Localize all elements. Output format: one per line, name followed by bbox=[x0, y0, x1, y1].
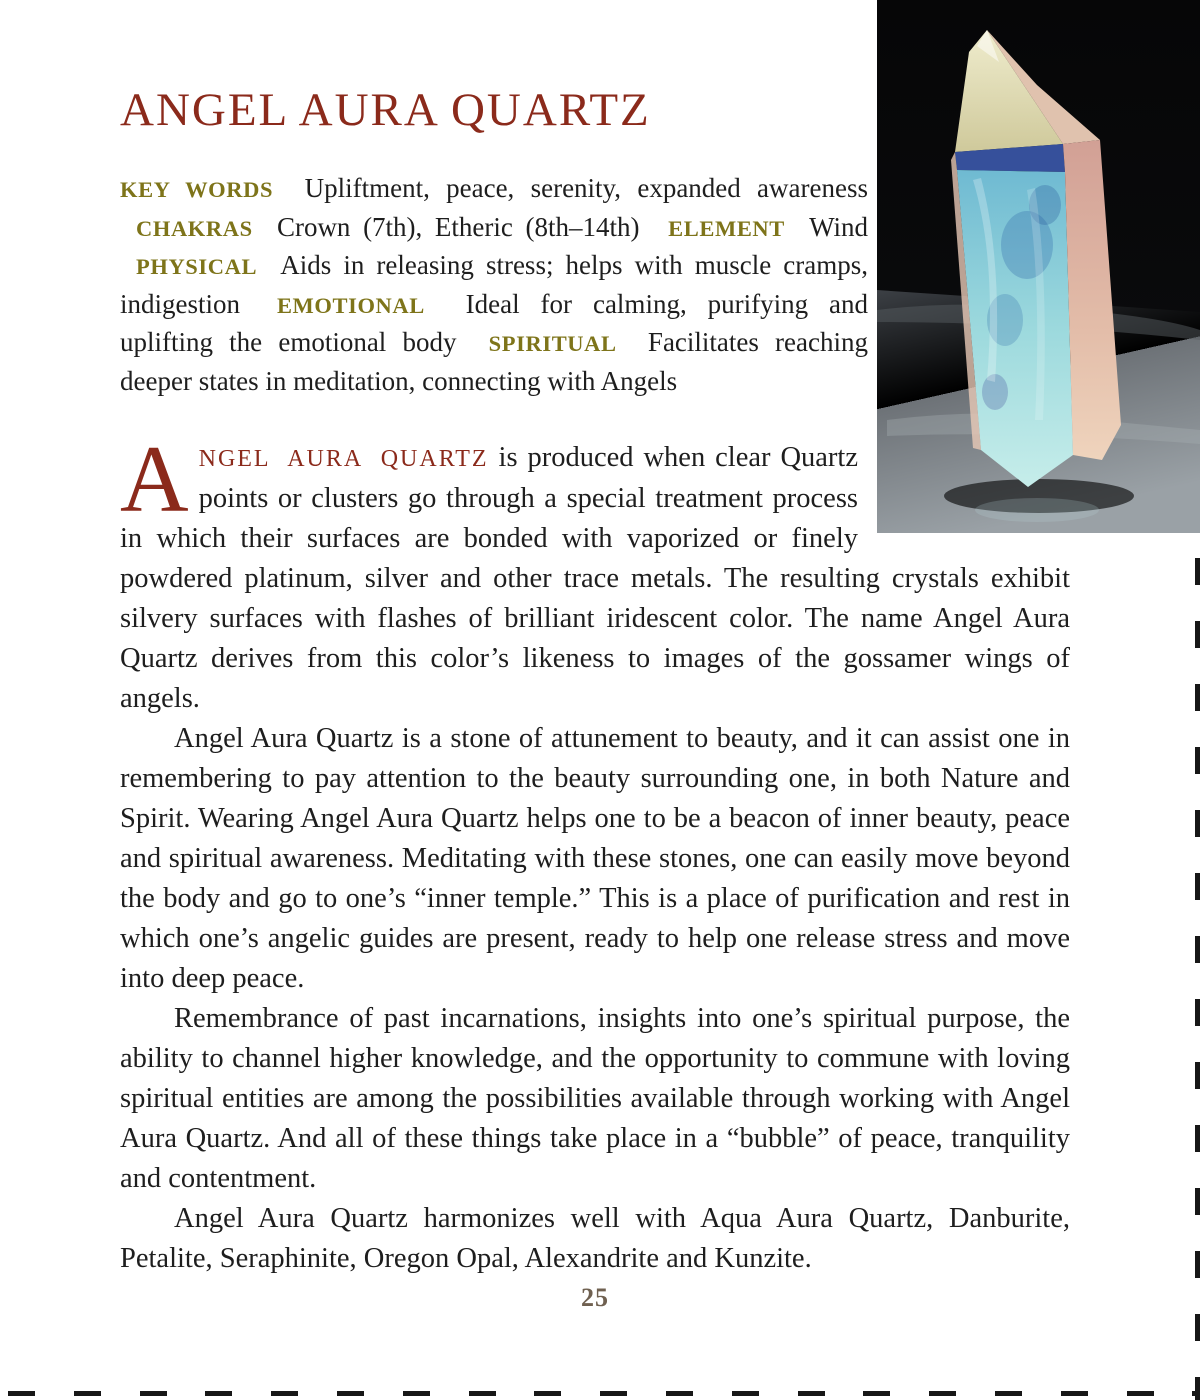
property-text: Wind bbox=[809, 211, 869, 242]
page-edge-dash bbox=[732, 1391, 759, 1396]
property-text: Facilitates reaching deeper states in meditation, connecting with Angels bbox=[120, 327, 869, 396]
page-edge-dash bbox=[1192, 1391, 1200, 1396]
property-label: EMOTIONAL bbox=[276, 292, 425, 318]
properties-block bbox=[120, 170, 868, 400]
page-edge-tick bbox=[1195, 936, 1200, 963]
page-edge-tick bbox=[1195, 747, 1200, 774]
property-segment bbox=[120, 173, 868, 203]
page-edge-dash bbox=[8, 1391, 35, 1396]
page-number: 25 bbox=[581, 1283, 609, 1312]
property-text: Ideal for calming, purifying and uplifting the emotional body bbox=[120, 288, 869, 357]
page-edge-dash bbox=[798, 1391, 825, 1396]
article-body bbox=[120, 426, 1070, 1279]
page-edge-tick bbox=[1195, 621, 1200, 648]
page-edge-tick bbox=[1195, 1377, 1200, 1400]
property-label: PHYSICAL bbox=[136, 254, 258, 279]
page-title: ANGEL AURA QUARTZ bbox=[120, 84, 651, 136]
page-edge-dash bbox=[469, 1391, 496, 1396]
paragraph: ANGEL AURA QUARTZ is produced when clear Quartz points or clusters go through a special treatment process in which their surfaces are bonded with vaporized or finely powdered platinum, silver and other trace metals. The resulting crystals exhibit silvery surfaces with flashes of brilliant iridescent color. The name Angel Aura Quartz derives from this color’s likeness to images of the gossamer wings of angels. bbox=[120, 426, 1070, 714]
page-edge-tick bbox=[1195, 1314, 1200, 1341]
page-edge-dash bbox=[337, 1391, 364, 1396]
page-edge-tick bbox=[1195, 1125, 1200, 1152]
page-edge-dash bbox=[1061, 1391, 1088, 1396]
page-edge-dash bbox=[140, 1391, 167, 1396]
photo-wrap-spacer bbox=[858, 438, 1070, 526]
page-edge-dash bbox=[929, 1391, 956, 1396]
page-edge-dash bbox=[271, 1391, 298, 1396]
page-edge-dash bbox=[666, 1391, 693, 1396]
page-edge-tick bbox=[1195, 684, 1200, 711]
property-label: KEY WORDS bbox=[120, 177, 274, 202]
drop-cap: A bbox=[120, 426, 189, 532]
page-edge-dash bbox=[74, 1391, 101, 1396]
page-edge-tick bbox=[1195, 873, 1200, 900]
page-edge-tick bbox=[1195, 1062, 1200, 1089]
lead-smallcaps: NGEL AURA QUARTZ bbox=[198, 446, 489, 472]
page-edge-dash bbox=[534, 1391, 561, 1396]
paragraph: Angel Aura Quartz is a stone of attunement to beauty, and it can assist one in remembering to pay attention to the beauty surrounding one, in both Nature and Spirit. Wearing Angel Aura Quartz helps one to be a beacon of inner beauty, peace and spiritual awareness. Meditating with these stones, one can easily move beyond the body and go to one’s “inner temple.” This is a place of purification and rest in which one’s angelic guides are present, ready to help one release stress and move into deep peace. bbox=[120, 723, 1070, 994]
page-edge-tick bbox=[1195, 810, 1200, 837]
paragraph: Angel Aura Quartz harmonizes well with Aqua Aura Quartz, Danburite, Petalite, Seraphinite, Oregon Opal, Alexandrite and Kunzite. bbox=[120, 1203, 1070, 1274]
property-text: Crown (7th), Etheric (8th–14th) bbox=[276, 211, 640, 242]
page-edge-tick bbox=[1195, 999, 1200, 1026]
property-segment bbox=[652, 212, 868, 242]
page-edge-dash bbox=[403, 1391, 430, 1396]
property-segment bbox=[120, 212, 640, 242]
page-edge-dash bbox=[600, 1391, 627, 1396]
page-edge-dash bbox=[995, 1391, 1022, 1396]
property-label: CHAKRAS bbox=[136, 215, 253, 241]
page-edge-dash bbox=[1127, 1391, 1154, 1396]
page-edge-tick bbox=[1195, 1188, 1200, 1215]
paragraph: Remembrance of past incarnations, insights into one’s spiritual purpose, the ability to channel higher knowledge, and the opportunity to commune with loving spiritual entities are among the possibilities available through working with Angel Aura Quartz. And all of these things take place in a “bubble” of peace, tranquility and contentment. bbox=[120, 1003, 1070, 1194]
page-edge-dash bbox=[863, 1391, 890, 1396]
property-text: Upliftment, peace, serenity, expanded awareness bbox=[304, 173, 868, 203]
text-column bbox=[120, 0, 1070, 1279]
page-edge-tick bbox=[1195, 558, 1200, 585]
page-edge-dash bbox=[205, 1391, 232, 1396]
property-text: Aids in releasing stress; helps with muscle cramps, indigestion bbox=[120, 250, 869, 319]
property-label: ELEMENT bbox=[668, 215, 785, 241]
property-label: SPIRITUAL bbox=[488, 331, 617, 356]
page-edge-tick bbox=[1195, 1251, 1200, 1278]
